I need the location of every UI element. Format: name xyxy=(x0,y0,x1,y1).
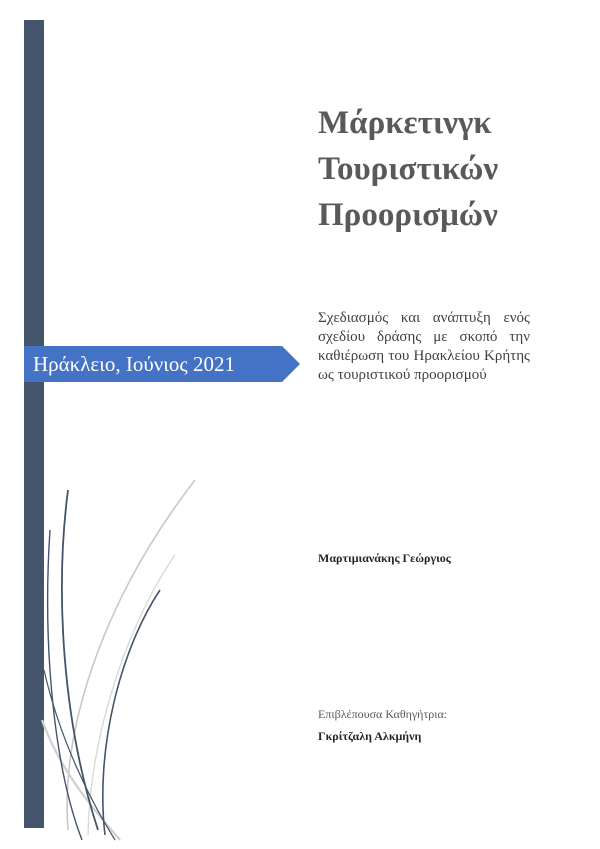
document-title xyxy=(318,100,588,238)
supervisor-label: Επιβλέπουσα Καθηγήτρια: xyxy=(318,707,448,721)
curve-dark-3 xyxy=(103,590,160,835)
supervisor-name: Γκρίτζαλη Αλκμήνη xyxy=(318,729,422,743)
title-line-1: Μάρκετινγκ xyxy=(318,105,492,141)
author-name: Μαρτιμιανάκης Γεώργιος xyxy=(318,551,451,565)
decorative-curves xyxy=(0,470,240,849)
title-line-2: Τουριστικών xyxy=(318,151,499,187)
curve-light-1 xyxy=(67,480,195,830)
title-line-3: Προορισμών xyxy=(318,197,498,233)
curve-light-3 xyxy=(42,720,120,840)
document-subtitle: Σχεδιασμός και ανάπτυξη ενός σχεδίου δράσης με σκοπό την καθιέρωση του Ηρακλείου Κρήτης ως τουριστικού προορισμού xyxy=(318,310,530,383)
curve-light-2 xyxy=(88,555,175,835)
date-banner: Ηράκλειο, Ιούνιος 2021 xyxy=(24,346,282,382)
curve-dark-2 xyxy=(48,530,82,840)
